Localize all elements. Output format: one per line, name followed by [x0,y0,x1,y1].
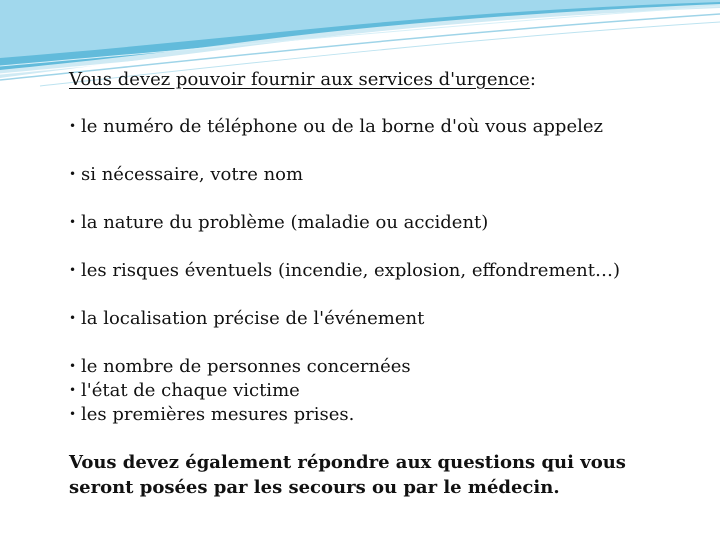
bullet-text: le nombre de personnes concernées [81,356,411,377]
bullet-text: la nature du problème (maladie ou accident) [81,212,489,233]
bullet-text: la localisation précise de l'événement [81,308,425,329]
bullet-text: les risques éventuels (incendie, explosion, effondrement…) [81,260,621,281]
bullet-text: si nécessaire, votre nom [81,164,304,185]
slide-title-text: Vous devez pouvoir fournir aux services d'urgence [69,69,530,90]
bullet-dot: • [69,359,77,373]
bullet-text: les premières mesures prises. [81,404,355,425]
bullet-dot: • [69,407,77,421]
bullet-text: l'état de chaque victime [81,380,300,401]
bullet-item [69,258,620,283]
bullet-text: le numéro de téléphone ou de la borne d'où vous appelez [81,116,603,137]
closing-instruction: Vous devez également répondre aux questions qui vous seront posées par les secours ou par le médecin. [69,452,626,498]
bullet-item [69,306,424,331]
bullet-item [69,210,488,235]
bullet-item [69,114,603,139]
slide-title-colon: : [529,69,536,90]
bullet-item [69,402,354,427]
bullet-dot: • [69,263,77,277]
bullet-dot: • [69,311,77,325]
bullet-dot: • [69,119,77,133]
bullet-dot: • [69,215,77,229]
bullet-dot: • [69,383,77,397]
bullet-dot: • [69,167,77,181]
slide-title [69,67,536,93]
bullet-item [69,162,303,187]
bullet-item [69,378,300,403]
bullet-item [69,354,411,379]
